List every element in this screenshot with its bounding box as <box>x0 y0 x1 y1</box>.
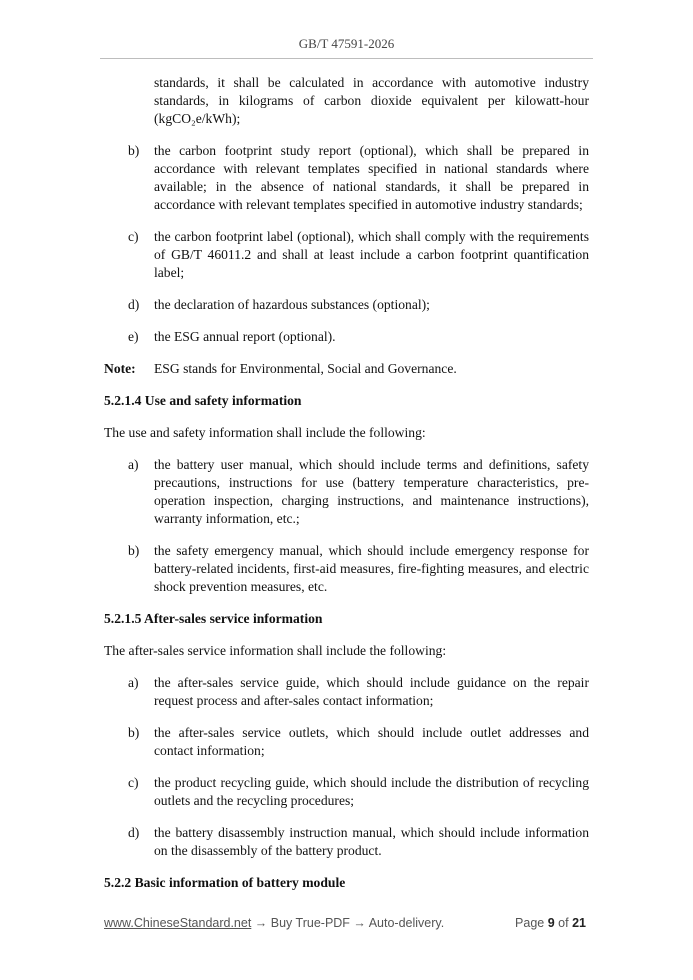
list-item-c <box>104 228 589 282</box>
list-text: the declaration of hazardous substances (optional); <box>154 297 430 312</box>
list-label: c) <box>128 775 139 790</box>
list-item-continuation <box>104 74 589 128</box>
list-text: the battery user manual, which should include terms and definitions, safety precautions, instructions for use (battery temperature characteristics, pre-operation inspection, charging instructions, and maintenance instructions), warranty information, etc.; <box>154 457 589 526</box>
list-item-d <box>104 824 589 860</box>
list-item-a <box>104 674 589 710</box>
list-text: the carbon footprint study report (optional), which shall be prepared in accordance with relevant templates specified in national standards where available; in the absence of national standards, it shall be prepared in accordance with relevant templates specified in automotive industry standards; <box>154 143 589 212</box>
list-label: e) <box>128 329 139 344</box>
list-item-c <box>104 774 589 810</box>
section-intro-5215: The after-sales service information shall include the following: <box>104 643 447 658</box>
document-id-header: GB/T 47591-2026 <box>298 36 395 51</box>
section-intro-5214: The use and safety information shall include the following: <box>104 425 426 440</box>
page-number <box>515 916 586 930</box>
footer-site-link[interactable]: www.ChineseStandard.net <box>104 916 252 930</box>
list-label: b) <box>128 543 140 558</box>
list-item-a <box>104 456 589 528</box>
section-heading-5215: 5.2.1.5 After-sales service information <box>104 611 323 626</box>
section-heading-5214: 5.2.1.4 Use and safety information <box>104 393 302 408</box>
list-text: the product recycling guide, which should include the distribution of recycling outlets and the recycling procedures; <box>154 775 589 808</box>
list-text: the after-sales service guide, which should include guidance on the repair request process and after-sales contact information; <box>154 675 589 708</box>
list-item-b <box>104 542 589 596</box>
section-heading-522: 5.2.2 Basic information of battery module <box>104 875 346 890</box>
list-text: the after-sales service outlets, which should include outlet addresses and contact information; <box>154 725 589 758</box>
list-item-d <box>104 296 589 314</box>
list-text: the ESG annual report (optional). <box>154 329 336 344</box>
list-item-e <box>104 328 589 346</box>
footer-promo-text: → Buy True-PDF → Auto-delivery. <box>251 916 445 930</box>
list-label: a) <box>128 675 139 690</box>
list-text: the battery disassembly instruction manual, which should include information on the disassembly of the battery product. <box>154 825 589 858</box>
header-divider <box>100 58 593 59</box>
list-label: b) <box>128 143 140 158</box>
list-label: b) <box>128 725 140 740</box>
list-item-b <box>104 142 589 214</box>
list-label: d) <box>128 825 140 840</box>
note-label: Note: <box>104 361 136 376</box>
list-label: d) <box>128 297 140 312</box>
list-label: c) <box>128 229 139 244</box>
continuation-text: standards, it shall be calculated in accordance with automotive industry standards, in kilograms of carbon dioxide equivalent per kilowatt-hour (kgCO₂e/kWh); <box>154 75 589 126</box>
page-word: Page <box>515 916 545 930</box>
note-text: ESG stands for Environmental, Social and Governance. <box>154 361 457 376</box>
page-footer <box>104 916 586 930</box>
list-text: the carbon footprint label (optional), which shall comply with the requirements of GB/T 46011.2 and shall at least include a carbon footprint quantification label; <box>154 229 589 280</box>
list-label: a) <box>128 457 139 472</box>
list-item-b <box>104 724 589 760</box>
note <box>104 360 589 378</box>
page-total: 21 <box>572 916 586 930</box>
list-text: the safety emergency manual, which should include emergency response for battery-related incidents, first-aid measures, fire-fighting measures, and electric shock prevention measures, etc. <box>154 543 589 594</box>
of-word: of <box>558 916 569 930</box>
page-current: 9 <box>547 916 555 930</box>
page-content <box>104 74 589 906</box>
